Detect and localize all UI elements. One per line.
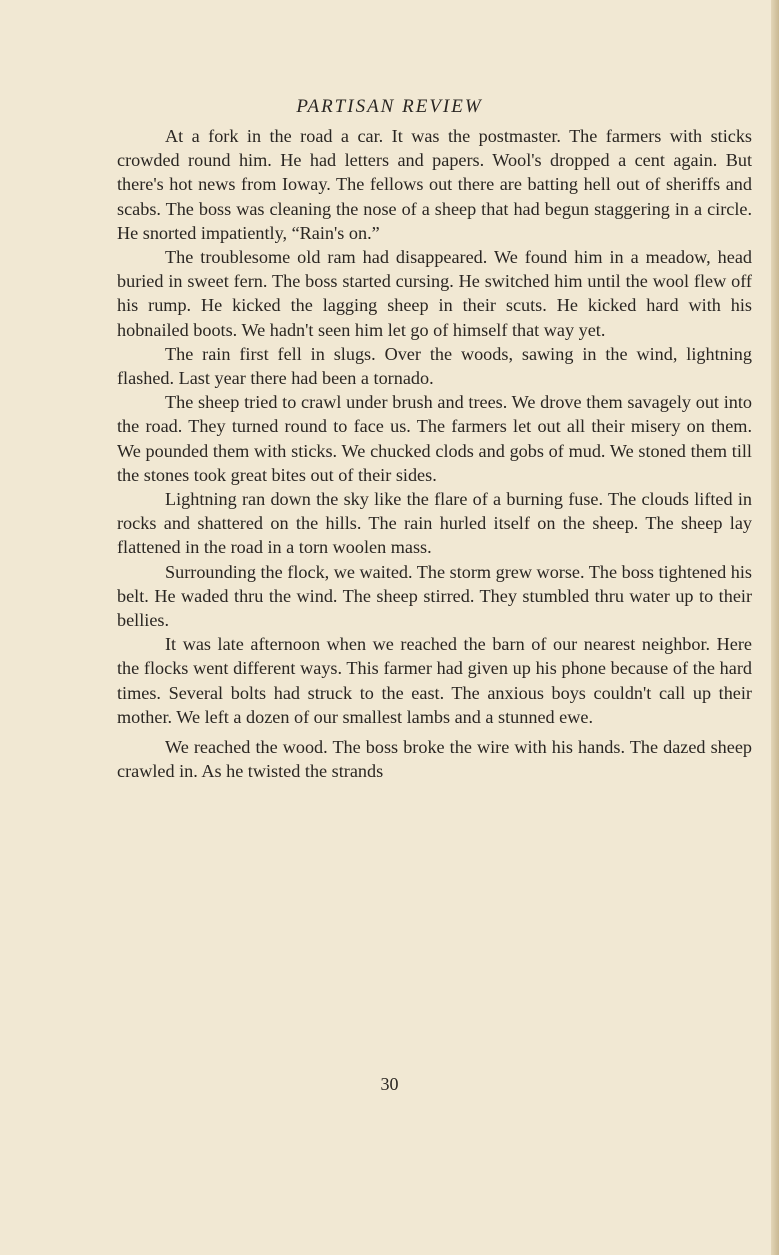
paragraph-sheep-brush: The sheep tried to crawl under brush and trees. We drove them savagely out into the road. They turned round to face us. The farmers let out all their misery on them. We pounded them with sticks. We chucked clods and gobs of mud. We stoned them till the stones took great bites out of their sides. (117, 392, 752, 485)
paragraph-neighbor: It was late afternoon when we reached the barn of our nearest neighbor. Here the flocks went different ways. This farmer had given up his phone because of the hard times. Several bolts had struck to the east. The anxious boys couldn't call up their mother. We left a dozen of our smallest lambs and a stunned ewe. (117, 634, 752, 727)
paragraph-postmaster: At a fork in the road a car. It was the postmaster. The farmers with sticks crowded round him. He had letters and papers. Wool's dropped a cent again. But there's hot news from Ioway. The fellows out there are batting hell out of sheriffs and scabs. The boss was cleaning the nose of a sheep that had begun staggering in a circle. He snorted impatiently, “Rain's on.” (117, 126, 752, 243)
page-edge-shadow (771, 0, 779, 1255)
article-body (117, 124, 752, 783)
page-number: 30 (380, 1074, 399, 1094)
paragraph-rain: The rain first fell in slugs. Over the woods, sawing in the wind, lightning flashed. Last year there had been a tornado. (117, 343, 752, 389)
paragraph-ram: The troublesome old ram had disappeared. We found him in a meadow, head buried in sweet fern. The boss started cursing. He switched him until the wool flew off his rump. He kicked the lagging sheep in their scuts. He kicked hard with his hobnailed boots. We hadn't seen him let go of himself that way yet. (117, 247, 752, 340)
running-head: PARTISAN REVIEW (296, 96, 483, 117)
paragraph-wood: We reached the wood. The boss broke the wire with his hands. The dazed sheep crawled in. As he twisted the strands (117, 737, 752, 782)
paragraph-flock: Surrounding the flock, we waited. The storm grew worse. The boss tightened his belt. He waded thru the wind. The sheep stirred. They stumbled thru water up to their bellies. (117, 561, 752, 631)
paragraph-lightning: Lightning ran down the sky like the flare of a burning fuse. The clouds lifted in rocks and shattered on the hills. The rain hurled itself on the sheep. The sheep lay flattened in the road in a torn woolen mass. (117, 489, 752, 558)
